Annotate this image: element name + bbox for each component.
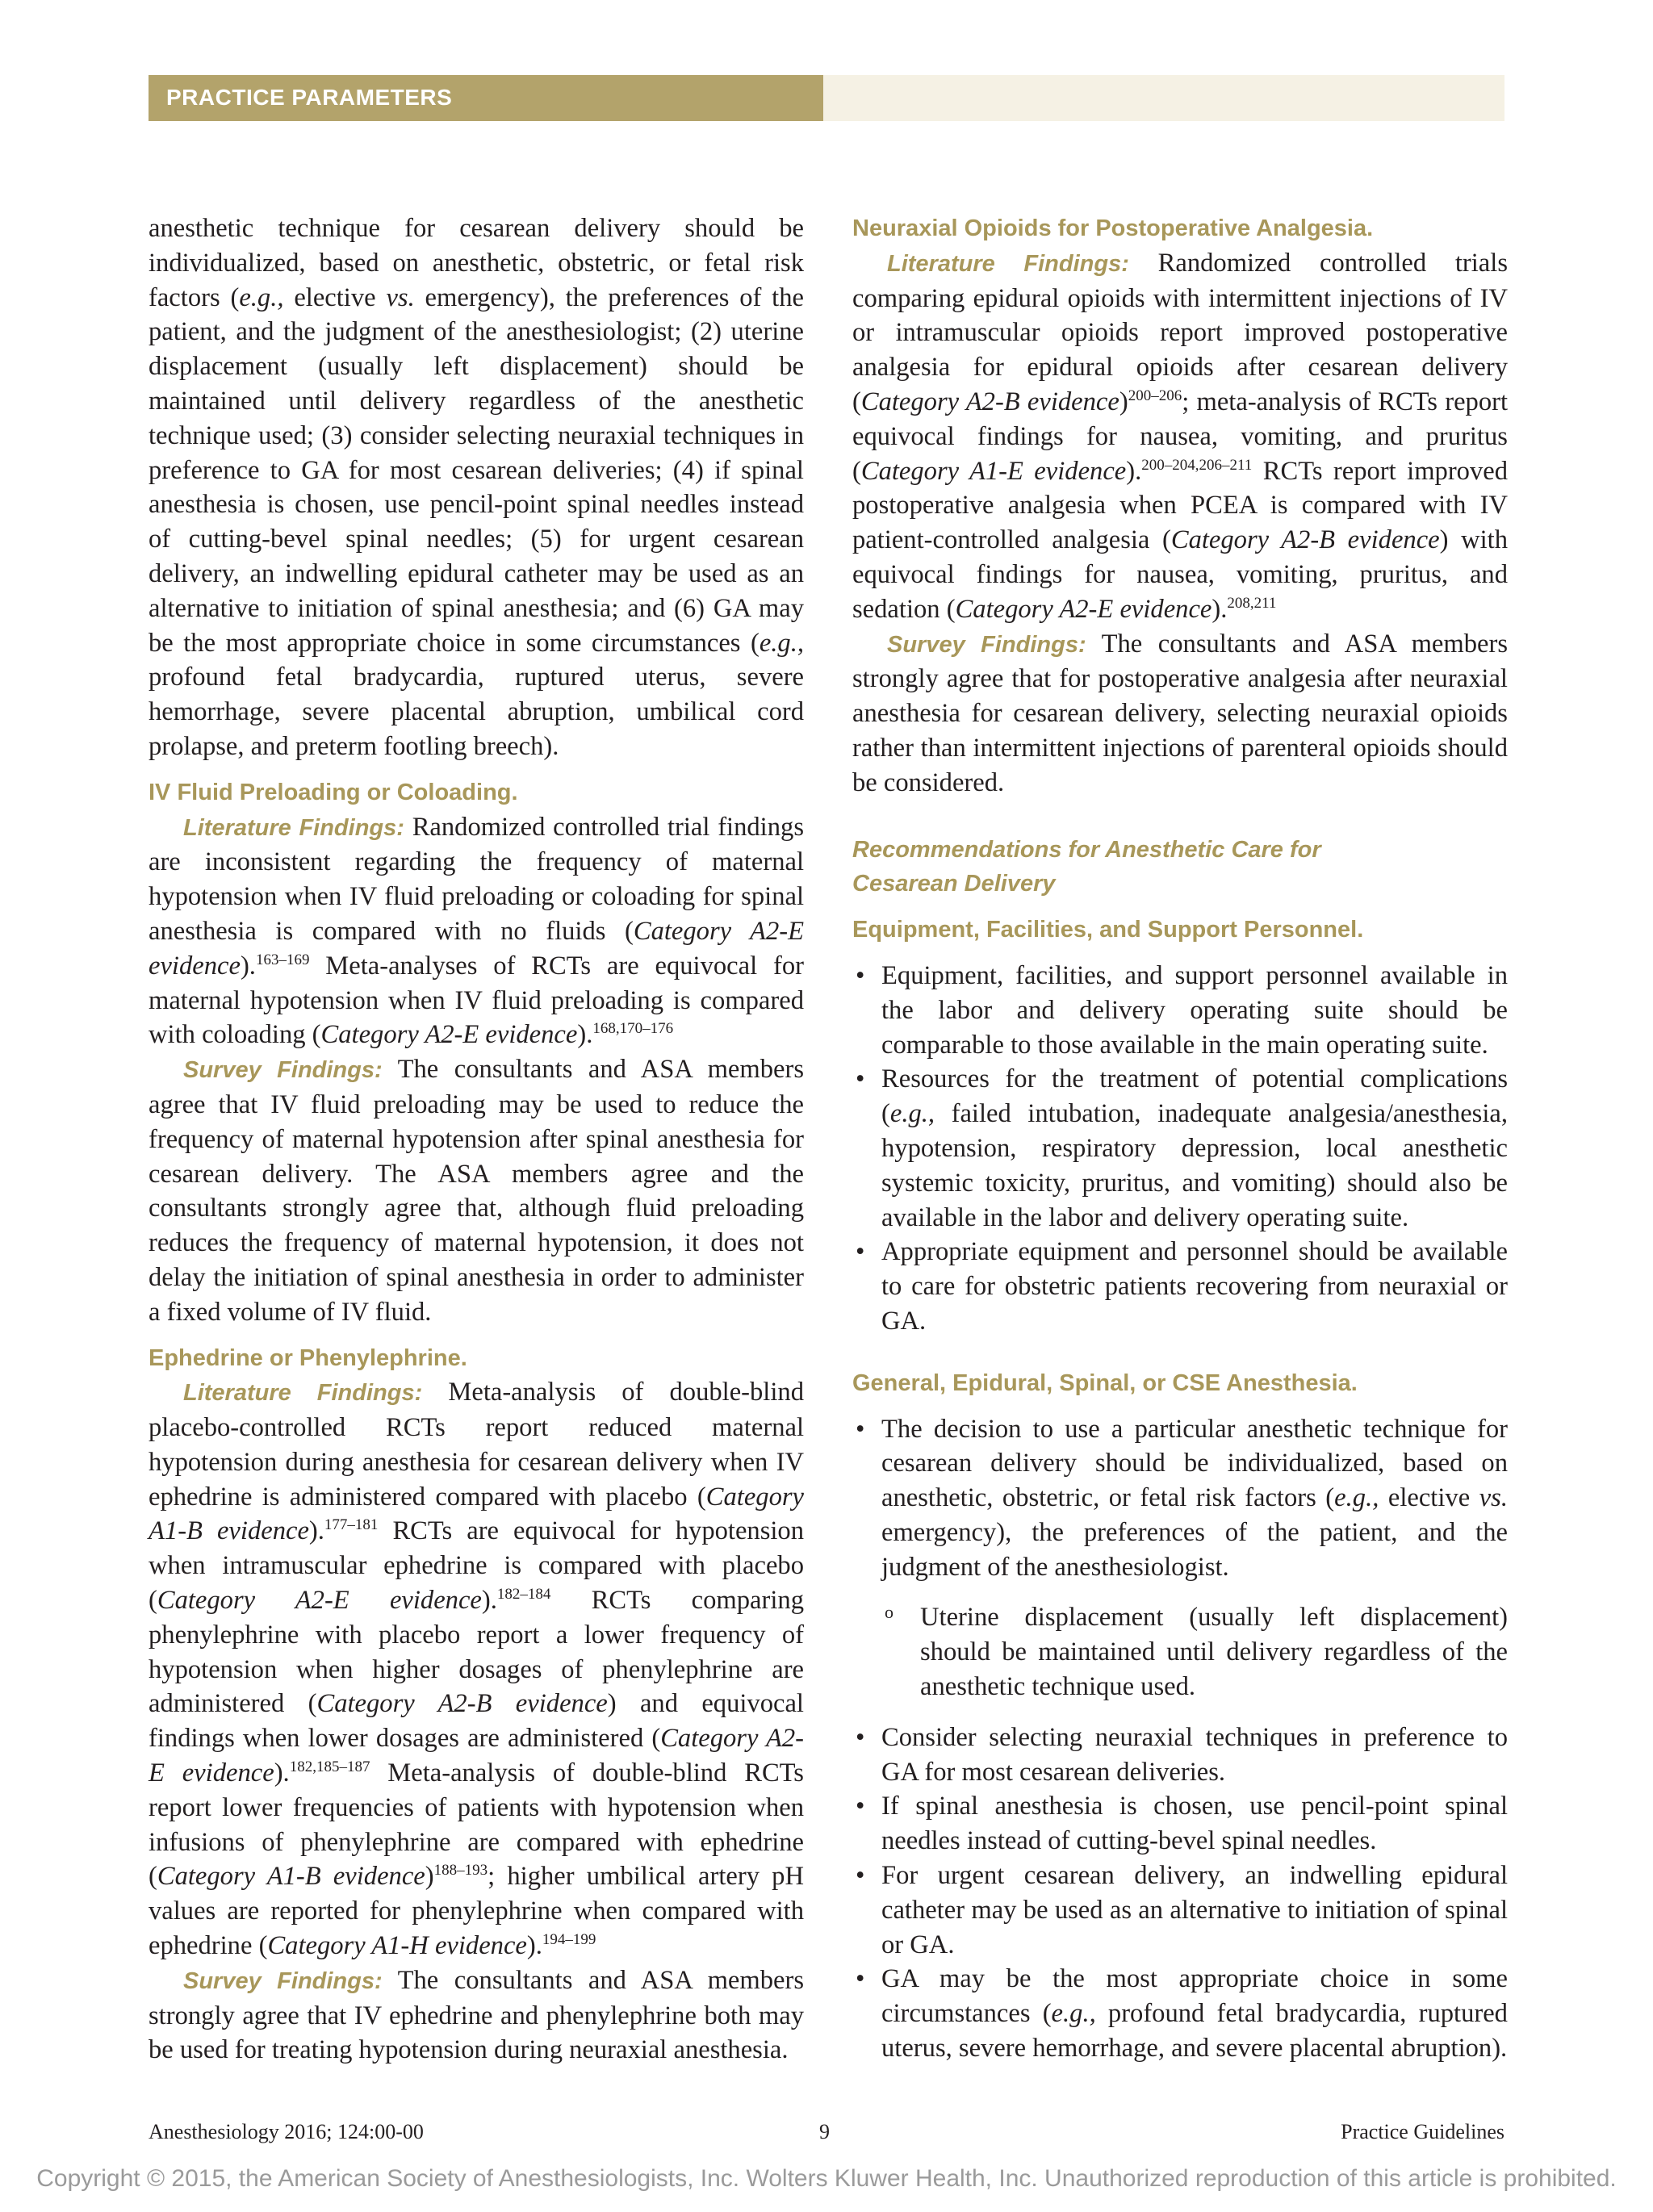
- survey-findings-label: Survey Findings:: [887, 631, 1086, 658]
- equipment-heading: Equipment, Facilities, and Support Personnel.: [852, 917, 1364, 943]
- list-item: • GA may be the most appropriate choice in some circumstances (e.g., profound fetal bradycardia, ruptured uterus, severe hemorrhage, and severe placental abruption).: [852, 1962, 1508, 2065]
- header-label: PRACTICE PARAMETERS: [166, 85, 453, 110]
- equipment-list: [852, 959, 1508, 1339]
- footer-journal: Anesthesiology 2016; 124:00-00: [149, 2120, 424, 2143]
- copyright-notice: Copyright © 2015, the American Society of Anesthesiologists, Inc. Wolters Kluwer Health, Inc. Unauthorized reproduction of this article is prohibited.: [36, 2165, 1617, 2192]
- list-item: • For urgent cesarean delivery, an indwelling epidural catheter may be used as an alternative to initiation of spinal or GA.: [852, 1859, 1508, 1962]
- sub-list-item: o Uterine displacement (usually left displacement) should be maintained until delivery regardless of the anesthetic technique used.: [852, 1600, 1508, 1704]
- ephedrine-heading: Ephedrine or Phenylephrine.: [149, 1344, 467, 1371]
- general-anesthesia-heading: General, Epidural, Spinal, or CSE Anesthesia.: [852, 1369, 1358, 1396]
- survey-findings-label: Survey Findings:: [183, 1057, 383, 1084]
- neuraxial-opioids-heading: Neuraxial Opioids for Postoperative Analgesia.: [852, 215, 1374, 241]
- list-item: • Equipment, facilities, and support personnel available in the labor and delivery operating suite should be comparable to those available in the main operating suite.: [852, 959, 1508, 1062]
- literature-findings-label: Literature Findings:: [183, 1380, 423, 1407]
- list-item: • Consider selecting neuraxial techniques in preference to GA for most cesarean deliveries.: [852, 1721, 1508, 1790]
- header-band: [149, 75, 823, 121]
- iv-fluid-heading: IV Fluid Preloading or Coloading.: [149, 779, 518, 805]
- opioids-literature-paragraph: Literature Findings: Randomized controlled trials comparing epidural opioids with intermittent injections of IV or intramuscular opioids report improved postoperative analgesia for epidural opioids after cesarean delivery (Category A2-B evidence)$^{200-206}$; meta-analysis of RCTs report equivocal findings for nausea, vomiting, and pruritus (Category A1-E evidence).$^{200-204,206-211}$ RCTs report improved postoperative analgesia when PCEA is compared with IV patient-controlled analgesia (Category A2-B evidence) with equivocal findings for nausea, vomiting, pruritus, and sedation (Category A2-E evidence).$^{208,211}$: [852, 248, 1509, 624]
- footer-page-number: 9: [819, 2120, 830, 2143]
- recommendations-heading: Recommendations for Anesthetic Care for Cesarean Delivery: [852, 836, 1321, 897]
- intro-paragraph: anesthetic technique for cesarean delivery should be individualized, based on anesthetic, obstetric, or fetal risk factors (e.g., elective vs. emergency), the preferences of the patient, and the judgment of the anesthesiologist; (2) uterine displacement (usually left displacement) should be maintained until delivery regardless of the anesthetic technique used; (3) consider selecting neuraxial techniques in preference to GA for most cesarean deliveries; (4) if spinal anesthesia is chosen, use pencil-point spinal needles instead of cutting-bevel spinal needles; (5) for urgent cesarean delivery, an indwelling epidural catheter may be used as an alternative to initiation of spinal anesthesia; and (6) GA may be the most appropriate choice in some circumstances (e.g., profound fetal bradycardia, ruptured uterus, severe hemorrhage, severe placental abruption, umbilical cord prolapse, and preterm footling breech).: [149, 214, 804, 761]
- list-item: • The decision to use a particular anesthetic technique for cesarean delivery should be individualized, based on anesthetic, obstetric, or fetal risk factors (e.g., elective vs. emergency), the preferences of the patient, and the judgment of the anesthesiologist. o Uterine displacement (usually left displacement) should be maintained until delivery regardless of the anesthetic technique used.: [852, 1412, 1508, 1704]
- ephedrine-literature-paragraph: Literature Findings: Meta-analysis of double-blind placebo-controlled RCTs report reduced maternal hypotension during anesthesia for cesarean delivery when IV ephedrine is administered compared with placebo (Category A1-B evidence).$^{177-181}$ RCTs are equivocal for hypotension when intramuscular ephedrine is compared with placebo (Category A2-E evidence).$^{182-184}$ RCTs comparing phenylephrine with placebo report a lower frequency of hypotension when higher dosages of phenylephrine are administered (Category A2-B evidence) and equivocal findings when lower dosages are administered (Category A2-E evidence).$^{182,185-187}$ Meta-analysis of double-blind RCTs report lower frequencies of patients with hypotension when infusions of phenylephrine are compared with ephedrine (Category A1-B evidence)$^{188-193}$; higher umbilical artery pH values are reported for phenylephrine when compared with ephedrine (Category A1-H evidence).$^{194-199}$: [149, 1378, 805, 1961]
- list-item: • Appropriate equipment and personnel should be available to care for obstetric patients recovering from neuraxial or GA.: [852, 1235, 1508, 1338]
- header-band-light: [823, 75, 1504, 121]
- sub-list: [852, 1600, 1508, 1704]
- literature-findings-label: Literature Findings:: [887, 250, 1129, 277]
- opioids-survey-paragraph: Survey Findings: The consultants and ASA members strongly agree that for postoperative analgesia after neuraxial anesthesia for cesarean delivery, selecting neuraxial opioids rather than intermittent injections of parenteral opioids should be considered.: [852, 629, 1509, 797]
- survey-findings-label: Survey Findings:: [183, 1967, 383, 1994]
- ephedrine-survey-paragraph: Survey Findings: The consultants and ASA members strongly agree that IV ephedrine and phenylephrine both may be used for treating hypotension during neuraxial anesthesia.: [149, 1965, 805, 2065]
- literature-findings-label: Literature Findings:: [183, 814, 404, 841]
- iv-literature-paragraph: Literature Findings: Randomized controlled trial findings are inconsistent regarding the frequency of maternal hypotension when IV fluid preloading or coloading for spinal anesthesia is compared with no fluids (Category A2-E evidence).$^{163-169}$ Meta-analyses of RCTs are equivocal for maternal hypotension when IV fluid preloading is compared with coloading (Category A2-E evidence).$^{168,170-176}$: [149, 812, 804, 1050]
- left-column: [149, 211, 804, 2068]
- iv-survey-paragraph: Survey Findings: The consultants and ASA members agree that IV fluid preloading may be used to reduce the frequency of maternal hypotension after spinal anesthesia for cesarean delivery. The ASA members agree and the consultants strongly agree that, although fluid preloading reduces the frequency of maternal hypotension, it does not delay the initiation of spinal anesthesia in order to administer a fixed volume of IV fluid.: [149, 1055, 805, 1327]
- footer-section: Practice Guidelines: [1341, 2120, 1504, 2143]
- general-anesthesia-list: [852, 1412, 1508, 2066]
- right-column: [852, 211, 1508, 2066]
- list-item: • Resources for the treatment of potential complications (e.g., failed intubation, inadequate analgesia/anesthesia, hypotension, respiratory depression, local anesthetic systemic toxicity, pruritus, and vomiting) should also be available in the labor and delivery operating suite.: [852, 1062, 1508, 1235]
- list-item: • If spinal anesthesia is chosen, use pencil-point spinal needles instead of cutting-bevel spinal needles.: [852, 1789, 1508, 1859]
